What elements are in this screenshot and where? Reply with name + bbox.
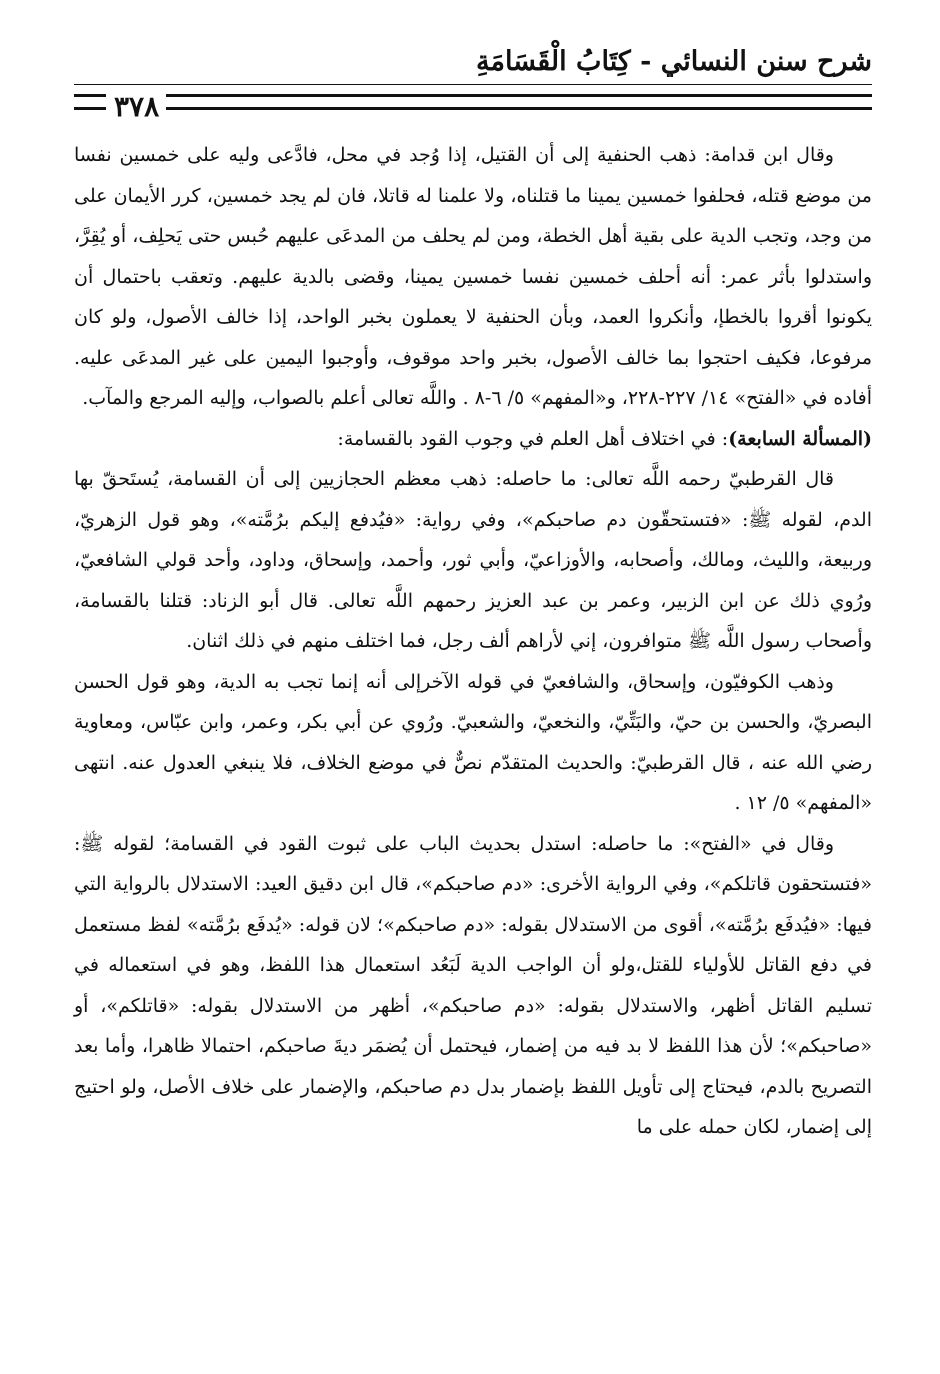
- issue-heading-label: (المسألة السابعة): [728, 427, 872, 450]
- header-rule: [74, 84, 872, 85]
- page-number-rule-right: [166, 94, 872, 110]
- paragraph-fath: وقال في «الفتح»: ما حاصله: استدل بحديث الباب على ثبوت القود في القسامة؛ لقوله ﷺ: «فتستحقون قاتلكم»، وفي الرواية الأخرى: «دم صاحبكم»، قال ابن دقيق العيد: الاستدلال بالرواية التي فيها: «فيُدفَع برُمَّته»، أقوى من الاستدلال بقوله: «دم صاحبكم»؛ لان قوله: «يُدفَع برُمَّته» لفظ مستعمل في دفع القاتل للأولياء للقتل،ولو أن الواجب الدية لَبَعُد استعمال هذا اللفظ، وهو في استعماله في تسليم القاتل أظهر، والاستدلال بقوله: «دم صاحبكم»، أظهر من الاستدلال بقوله: «قاتلكم»، أو «صاحبكم»؛ لأن هذا اللفظ لا بد فيه من إضمار، فيحتمل أن يُضمَر ديةَ صاحبكم، احتمالا ظاهرا، وأما بعد التصريح بالدم، فيحتاج إلى تأويل اللفظ بإضمار بدل دم صاحبكم، والإضمار على خلاف الأصل، ولو احتيج إلى إضمار، لكان حمله على ما: [74, 832, 872, 1138]
- page-body: [74, 135, 872, 1148]
- paragraph-ibn-qudamah: وقال ابن قدامة: ذهب الحنفية إلى أن القتيل، إذا وُجد في محل، فادَّعى وليه على خمسين نفسا من موضع قتله، فحلفوا خمسين يمينا ما قتلناه، ولا علمنا له قاتلا، فان لم يجد خمسين، كرر الأيمان على من وجد، وتجب الدية على بقية أهل الخطة، ومن لم يحلف من المدعَى عليهم حُبس حتى يَحلِف، أو يُقِرَّ، واستدلوا بأثر عمر: أنه أحلف خمسين نفسا خمسين يمينا، وقضى بالدية عليهم. وتعقب باحتمال أن يكونوا أقروا بالخطإ، وأنكروا العمد، وبأن الحنفية لا يعملون بخبر الواحد، إذا خالف الأصول، ولو كان مرفوعا، فكيف احتجوا بما خالف الأصول، بخبر واحد موقوف، وأوجبوا اليمين على غير المدعَى عليه. أفاده في «الفتح» ١٤/ ٢٢٧-٢٢٨، و«المفهم» ٥/ ٦-٨ . واللَّه تعالى أعلم بالصواب، وإليه المرجع والمآب.: [74, 144, 872, 409]
- paragraph-kufiyyun: وذهب الكوفيّون، وإسحاق، والشافعيّ في قوله الآخرإلى أنه إنما تجب به الدية، وهو قول الحسن البصريّ، والحسن بن حيّ، والبَتِّيّ، والنخعيّ، والشعبيّ. ورُوي عن أبي بكر، وعمر، وابن عبّاس، ومعاوية رضي الله عنه ، قال القرطبيّ: والحديث المتقدّم نصٌّ في موضع الخلاف، فلا ينبغي العدول عنه. انتهى «المفهم» ٥/ ١٢ .: [74, 670, 872, 814]
- page-number: ٣٧٨: [114, 90, 160, 123]
- page-number-rule-left: [74, 94, 106, 110]
- issue-heading-text: : في اختلاف أهل العلم في وجوب القود بالقسامة:: [337, 427, 729, 450]
- paragraph-qurtubi: قال القرطبيّ رحمه اللَّه تعالى: ما حاصله: ذهب معظم الحجازيين إلى أن القسامة، يُستَحقّ بها الدم، لقوله ﷺ: «فتستحقّون دم صاحبكم»، وفي رواية: «فيُدفع إليكم برُمَّته»، وهو قول الزهريّ، وربيعة، والليث، ومالك، وأصحابه، والأوزاعيّ، وأبي ثور، وأحمد، وإسحاق، وداود، وأحد قولي الشافعيّ، ورُوي ذلك عن ابن الزبير، وعمر بن عبد العزيز رحمهم اللَّه تعالى. قال أبو الزناد: قتلنا بالقسامة، وأصحاب رسول اللَّه ﷺ متوافرون، إني لأراهم ألف رجل، فما اختلف منهم في ذلك اثنان.: [74, 468, 872, 652]
- issue-heading: [74, 419, 872, 460]
- page-header: [74, 40, 872, 130]
- running-title: شرح سنن النسائي - كِتَابُ الْقَسَامَةِ: [476, 46, 872, 77]
